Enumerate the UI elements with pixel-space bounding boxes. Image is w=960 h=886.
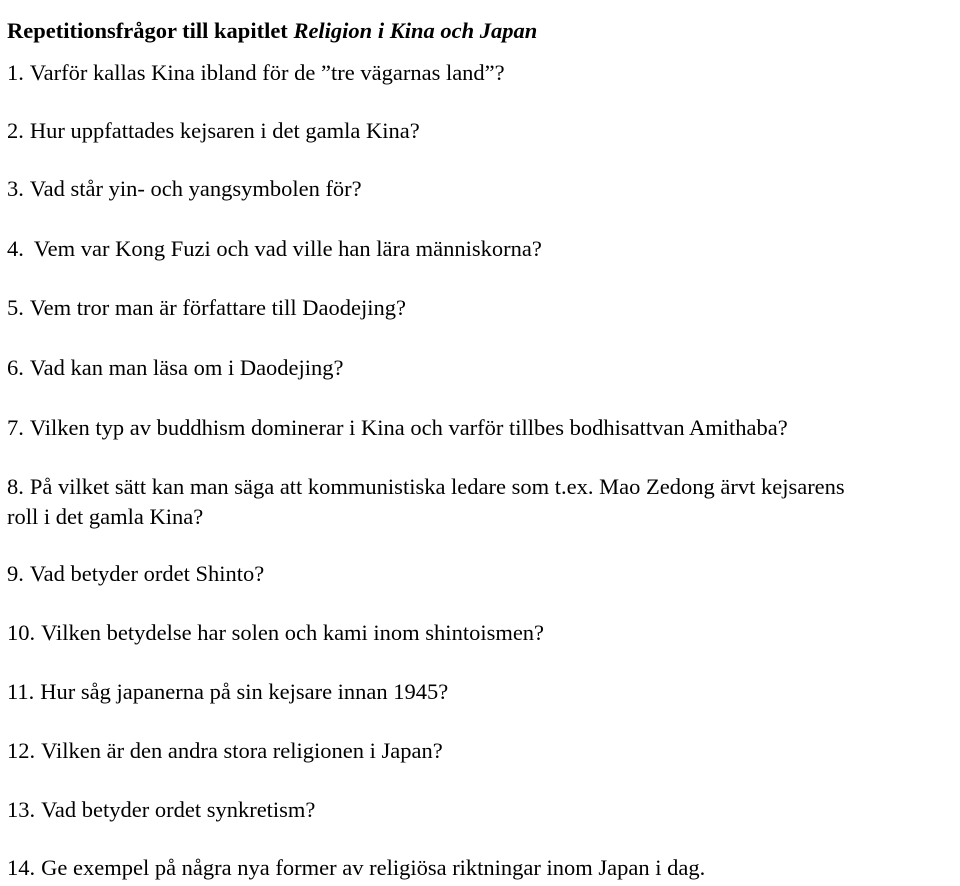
question-number: 8. <box>7 474 24 499</box>
question-text-continuation: roll i det gamla Kina? <box>7 504 204 529</box>
question-item <box>7 853 705 883</box>
question-text: Vad betyder ordet Shinto? <box>29 561 265 586</box>
title-italic: Religion i Kina och Japan <box>293 18 538 44</box>
question-item-continuation <box>7 502 203 532</box>
question-item <box>7 618 544 648</box>
question-number: 2. <box>7 118 24 143</box>
question-text: Vem var Kong Fuzi och vad ville han lära människorna? <box>33 236 542 261</box>
question-number: 9. <box>7 561 24 586</box>
question-number: 13. <box>7 797 36 822</box>
question-item <box>7 293 406 323</box>
question-item <box>7 795 315 825</box>
question-item <box>7 736 443 766</box>
document-title <box>7 16 537 46</box>
question-number: 5. <box>7 295 24 320</box>
question-text: Ge exempel på några nya former av religiösa riktningar inom Japan i dag. <box>41 855 706 880</box>
question-text: Vem tror man är författare till Daodejing? <box>29 295 406 320</box>
question-item <box>7 677 448 707</box>
question-number: 6. <box>7 355 24 380</box>
question-number: 11. <box>7 679 35 704</box>
question-text: Vad betyder ordet synkretism? <box>41 797 316 822</box>
question-text: Vilken typ av buddhism dominerar i Kina och varför tillbes bodhisattvan Amithaba? <box>29 415 788 440</box>
question-text: Vilken är den andra stora religionen i Japan? <box>41 738 443 763</box>
question-text: Hur uppfattades kejsaren i det gamla Kina? <box>29 118 420 143</box>
question-text: Vad står yin- och yangsymbolen för? <box>29 176 362 201</box>
question-item <box>7 116 420 146</box>
question-item <box>7 353 344 383</box>
question-item <box>7 472 845 502</box>
question-text: På vilket sätt kan man säga att kommunistiska ledare som t.ex. Mao Zedong ärvt kejsarens <box>29 474 845 499</box>
question-number: 10. <box>7 620 36 645</box>
question-item <box>7 58 505 88</box>
question-item <box>7 559 264 589</box>
question-number: 3. <box>7 176 24 201</box>
question-text: Hur såg japanerna på sin kejsare innan 1945? <box>40 679 449 704</box>
question-item <box>7 174 362 204</box>
question-item <box>7 413 788 443</box>
question-number: 14. <box>7 855 36 880</box>
question-text: Vilken betydelse har solen och kami inom shintoismen? <box>41 620 545 645</box>
title-prefix: Repetitionsfrågor till kapitlet <box>7 18 288 44</box>
question-item <box>7 234 542 264</box>
question-number: 1. <box>7 60 24 85</box>
question-number: 7. <box>7 415 24 440</box>
question-text: Varför kallas Kina ibland för de ”tre vägarnas land”? <box>29 60 505 85</box>
question-number: 4. <box>7 236 24 261</box>
question-number: 12. <box>7 738 36 763</box>
question-text: Vad kan man läsa om i Daodejing? <box>29 355 344 380</box>
